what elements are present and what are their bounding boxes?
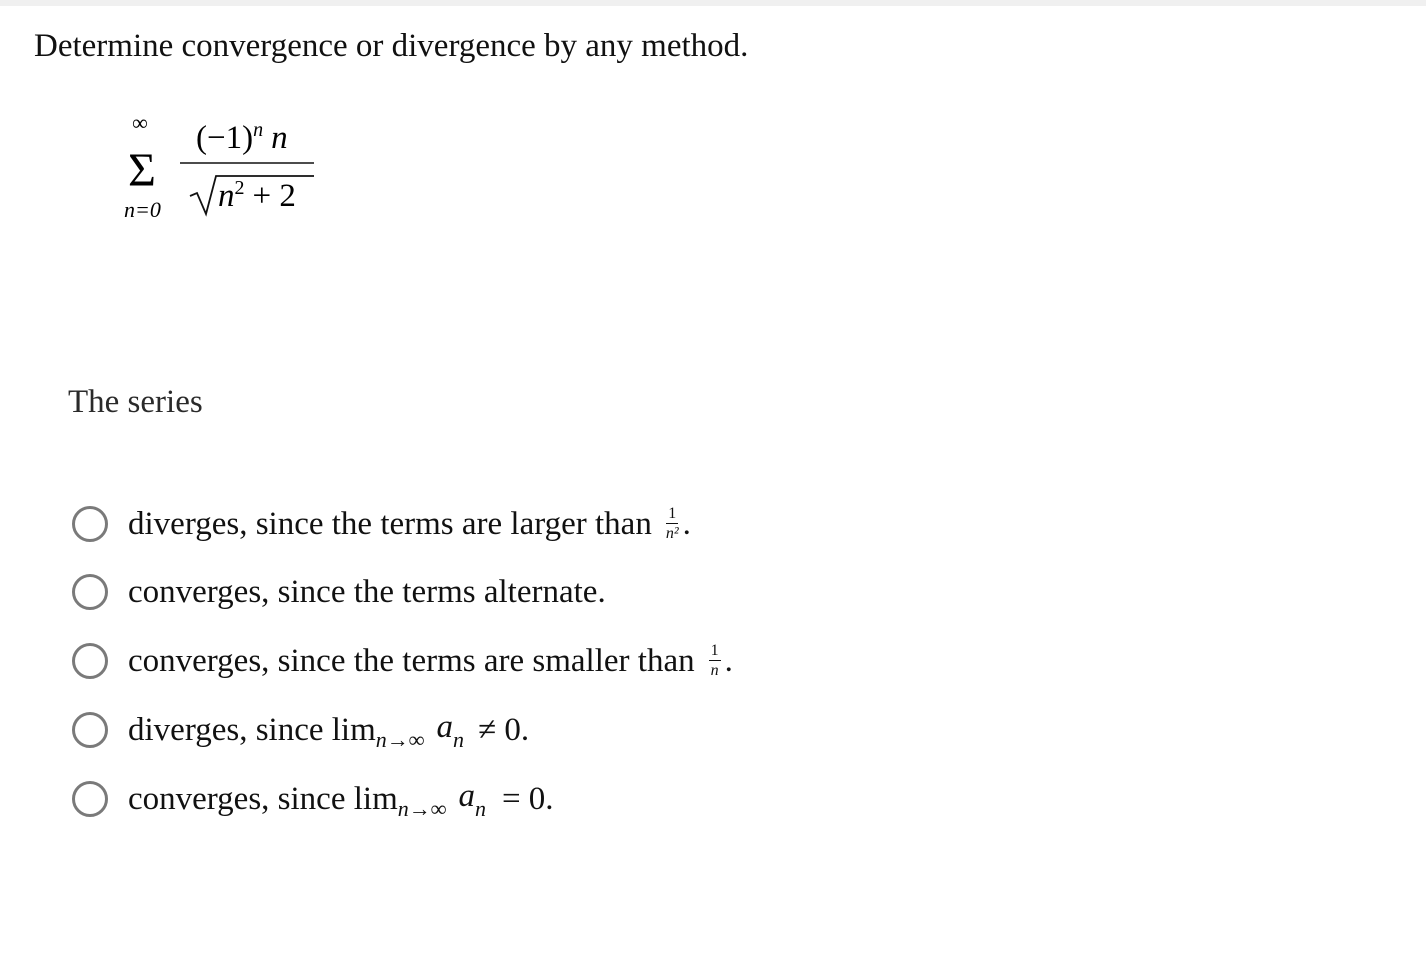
term-letter: a <box>436 709 453 746</box>
option-label <box>128 506 691 543</box>
radio-button[interactable] <box>72 574 108 610</box>
radio-button[interactable] <box>72 643 108 679</box>
term-subscript: n <box>452 726 464 752</box>
radio-button[interactable] <box>72 712 108 748</box>
option-converges-limit[interactable] <box>72 775 972 823</box>
fraction-numerator: 1 <box>668 505 677 522</box>
option-tail: . <box>682 505 691 542</box>
fraction-denominator: n <box>710 662 719 679</box>
limit-subscript: n→∞ <box>397 796 447 821</box>
numerator-exponent: n <box>253 119 264 141</box>
numerator-var: n <box>271 120 288 156</box>
denominator-plus: + 2 <box>252 178 296 214</box>
sequence-term <box>436 709 464 751</box>
fraction-numerator: 1 <box>710 642 719 659</box>
radio-button[interactable] <box>72 506 108 542</box>
fraction-denominator: n² <box>665 525 679 542</box>
radio-button[interactable] <box>72 781 108 817</box>
option-diverges-limit[interactable] <box>72 706 972 754</box>
relation: = 0. <box>501 780 554 817</box>
numerator <box>196 119 288 156</box>
option-text: converges, since the terms alternate. <box>128 573 606 610</box>
option-label <box>128 709 529 751</box>
option-converges-smaller[interactable] <box>72 637 972 685</box>
term-subscript: n <box>474 795 486 821</box>
sequence-term <box>458 778 486 820</box>
numerator-base: (−1) <box>196 120 254 156</box>
limit-subscript: n→∞ <box>375 727 425 752</box>
option-text: converges, since the terms are smaller than <box>128 642 695 679</box>
series-upper-limit: ∞ <box>132 110 148 135</box>
option-label <box>128 574 606 611</box>
option-converges-alternate[interactable] <box>72 568 972 616</box>
series-formula <box>120 108 360 228</box>
option-text: diverges, since the terms are larger than <box>128 505 652 542</box>
relation: ≠ 0. <box>477 711 530 748</box>
denominator-var: n <box>218 178 235 214</box>
option-label <box>128 643 733 680</box>
option-tail: . <box>724 642 733 679</box>
question-text: Determine convergence or divergence by any method. <box>34 28 749 64</box>
fraction <box>709 643 721 679</box>
fraction <box>666 506 679 542</box>
top-divider <box>0 0 1426 6</box>
denominator-exponent: 2 <box>234 177 245 199</box>
option-text: converges, since lim <box>128 780 398 817</box>
denominator <box>218 177 296 214</box>
term-letter: a <box>458 778 475 815</box>
option-label <box>128 778 554 820</box>
series-lower-limit: n=0 <box>124 197 161 222</box>
sigma-symbol: Σ <box>128 144 156 197</box>
prompt-text: The series <box>68 384 203 420</box>
option-diverges-larger[interactable] <box>72 500 972 548</box>
option-text: diverges, since lim <box>128 711 376 748</box>
